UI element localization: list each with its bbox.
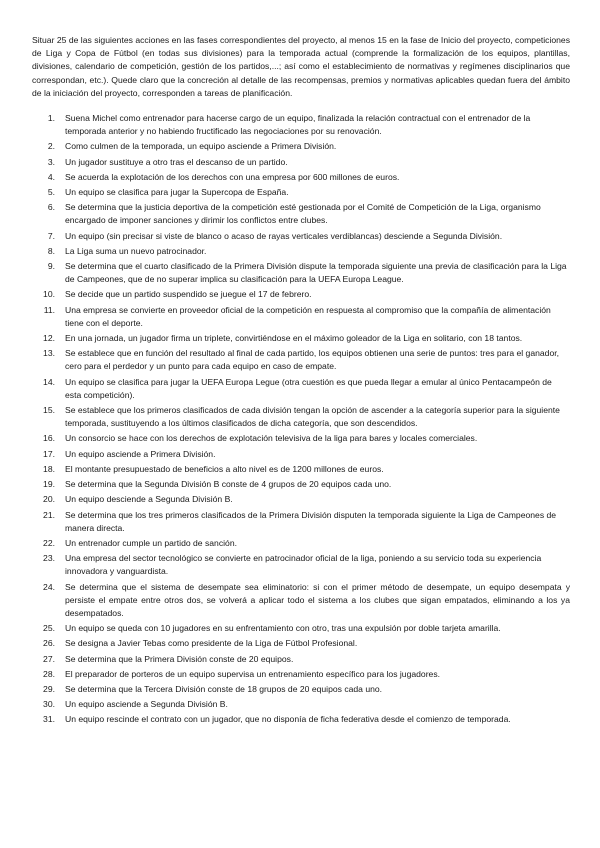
- list-item: [32, 552, 570, 578]
- list-item-number: 18.: [43, 463, 55, 474]
- list-item-text: Se decide que un partido suspendido se juegue el 17 de febrero.: [65, 289, 312, 300]
- list-item-text: Se establece que en función del resultado al final de cada partido, los equipos obtienen una serie de puntos: tres para el ganador, cero para el perdedor y un punto para cada equipo en caso de empate.: [65, 348, 560, 372]
- list-item-number: 15.: [43, 405, 55, 416]
- list-item: [32, 304, 570, 330]
- list-item-text: Se determina que la Primera División conste de 20 equipos.: [65, 653, 294, 664]
- list-item-number: 7.: [47, 230, 55, 241]
- list-item: [32, 140, 570, 153]
- list-item-number: 27.: [43, 653, 55, 664]
- list-item-number: 17.: [43, 448, 55, 459]
- list-item-number: 3.: [47, 156, 55, 167]
- list-item-text: El montante presupuestado de beneficios a alto nivel es de 1200 millones de euros.: [65, 463, 384, 474]
- list-item-text: Un consorcio se hace con los derechos de explotación televisiva de la liga para bares y locales comerciales.: [65, 433, 478, 444]
- list-item-text: Como culmen de la temporada, un equipo asciende a Primera División.: [65, 141, 337, 152]
- list-item-text: Un equipo se clasifica para jugar la UEFA Europa Legue (otra cuestión es que pueda llegar a emular al único Pentacampeón de esta competición).: [65, 376, 552, 400]
- list-item: [32, 683, 570, 696]
- list-item-text: La Liga suma un nuevo patrocinador.: [65, 245, 207, 256]
- list-item: [32, 478, 570, 491]
- list-item: [32, 332, 570, 345]
- list-item-text: Suena Michel como entrenador para hacerse cargo de un equipo, finalizada la relación contractual con el entrenador de la temporada anterior y no habiendo fructificado las negociaciones por su renovación.: [65, 113, 531, 137]
- list-item-text: Se acuerda la explotación de los derechos con una empresa por 600 millones de euros.: [65, 171, 400, 182]
- list-item-number: 31.: [43, 714, 55, 725]
- list-item: [32, 653, 570, 666]
- list-item: [32, 288, 570, 301]
- list-item-text: Un equipo se clasifica para jugar la Supercopa de España.: [65, 187, 289, 198]
- list-item-text: Se determina que la justicia deportiva de la competición esté gestionada por el Comité de Competición de la Liga, organismo encargado de imponer sanciones y dirimir los conflictos entre clubes.: [65, 202, 541, 226]
- list-item-text: Se designa a Javier Tebas como presidente de la Liga de Fútbol Profesional.: [65, 638, 358, 649]
- action-list: [32, 112, 570, 727]
- list-item: [32, 112, 570, 138]
- list-item-text: Un equipo asciende a Segunda División B.: [65, 699, 228, 710]
- list-item: [32, 713, 570, 726]
- list-item-text: Se determina que el cuarto clasificado de la Primera División dispute la temporada siguiente una previa de clasificación para la Liga de Campeones, que de no superar implica su clasificación para la UEFA Europa League.: [65, 261, 567, 285]
- list-item: [32, 463, 570, 476]
- list-item-text: En una jornada, un jugador firma un triplete, convirtiéndose en el máximo goleador de la Liga en solitario, con 18 tantos.: [65, 333, 523, 344]
- list-item-number: 23.: [43, 553, 55, 564]
- list-item-number: 11.: [43, 304, 55, 315]
- list-item: [32, 509, 570, 535]
- list-item: [32, 622, 570, 635]
- list-item: [32, 245, 570, 258]
- list-item-number: 16.: [43, 433, 55, 444]
- list-item-text: Una empresa se convierte en proveedor oficial de la competición en respuesta al compromiso que la compañía de alimentación tiene con el deporte.: [65, 304, 551, 328]
- list-item-number: 6.: [47, 202, 55, 213]
- list-item-number: 29.: [43, 683, 55, 694]
- list-item: [32, 668, 570, 681]
- list-item: [32, 156, 570, 169]
- list-item-text: Se determina que la Segunda División B conste de 4 grupos de 20 equipos cada uno.: [65, 479, 392, 490]
- list-item-text: El preparador de porteros de un equipo supervisa un entrenamiento específico para los jugadores.: [65, 668, 441, 679]
- list-item-number: 20.: [43, 494, 55, 505]
- intro-paragraph: Situar 25 de las siguientes acciones en las fases correspondientes del proyecto, al menos 15 en la fase de Inicio del proyecto, competiciones de Liga y Copa de Fútbol (en todas sus divisiones) para la temporada actual (comprende la formalización de los equipos, plantillas, divisiones, calendario de competición, gestión de los partidos,...; así como el establecimiento de normativas y regímenes disciplinarios que correspondan, etc.). Quede claro que la concreción al detalle de las recompensas, premios y normativas aplicables quedan fuera del ámbito de la iniciación del proyecto, corresponden a tareas de planificación.: [32, 35, 570, 98]
- list-item: [32, 376, 570, 402]
- list-item-number: 5.: [47, 187, 55, 198]
- list-item: [32, 448, 570, 461]
- list-item-text: Un entrenador cumple un partido de sanción.: [65, 537, 237, 548]
- list-item-number: 19.: [43, 479, 55, 490]
- list-item: [32, 186, 570, 199]
- list-item-text: Un equipo rescinde el contrato con un jugador, que no disponía de ficha federativa desde el comienzo de temporada.: [65, 714, 511, 725]
- list-item-text: Se establece que los primeros clasificados de cada división tengan la opción de ascender a la categoría superior para la siguiente temporada, sustituyendo a los últimos clasificados de dicha categoría, que son descendidos.: [65, 405, 560, 429]
- list-item-text: Se determina que la Tercera División conste de 18 grupos de 20 equipos cada uno.: [65, 683, 383, 694]
- list-item: [32, 493, 570, 506]
- list-item: [32, 260, 570, 286]
- list-item-number: 10.: [43, 289, 55, 300]
- list-item-number: 1.: [47, 113, 55, 124]
- list-item: [32, 201, 570, 227]
- list-item: [32, 404, 570, 430]
- list-item-number: 4.: [47, 171, 55, 182]
- list-item-text: Un equipo se queda con 10 jugadores en su enfrentamiento con otro, tras una expulsión por doble tarjeta amarilla.: [65, 623, 501, 634]
- list-item-number: 25.: [43, 623, 55, 634]
- list-item-text: Un equipo asciende a Primera División.: [65, 448, 216, 459]
- list-item-text: Un equipo (sin precisar si viste de blanco o acaso de rayas verticales verdiblancas) desciende a Segunda División.: [65, 230, 503, 241]
- list-item-text: Una empresa del sector tecnológico se convierte en patrocinador oficial de la liga, poniendo a su servicio toda su experiencia innovadora y vanguardista.: [65, 553, 542, 577]
- list-item-number: 2.: [47, 141, 55, 152]
- list-item-text: Un equipo desciende a Segunda División B.: [65, 494, 233, 505]
- list-item-number: 30.: [43, 699, 55, 710]
- list-item-number: 28.: [43, 668, 55, 679]
- list-item-number: 22.: [43, 537, 55, 548]
- list-item-number: 8.: [47, 245, 55, 256]
- list-item: [32, 537, 570, 550]
- list-item: [32, 432, 570, 445]
- list-item: [32, 637, 570, 650]
- list-item-number: 26.: [43, 638, 55, 649]
- list-item-number: 14.: [43, 376, 55, 387]
- list-item: [32, 347, 570, 373]
- list-item-number: 9.: [47, 261, 55, 272]
- list-item: [32, 581, 570, 621]
- list-item-number: 21.: [43, 509, 55, 520]
- list-item-text: Se determina que los tres primeros clasificados de la Primera División disputen la temporada siguiente la Liga de Campeones de manera directa.: [65, 509, 557, 533]
- list-item: [32, 230, 570, 243]
- list-item-number: 13.: [43, 348, 55, 359]
- list-item-number: 12.: [43, 333, 55, 344]
- list-item-text: Un jugador sustituye a otro tras el descanso de un partido.: [65, 156, 288, 167]
- list-item: [32, 171, 570, 184]
- list-item-text: Se determina que el sistema de desempate sea eliminatorio: si con el primer método de desempate, un equipo desempata y persiste el empate entre otros dos, se volverá a aplicar todo el sistema a los clubes que sigan empatados, eliminando a los ya desempatados.: [65, 581, 570, 618]
- list-item: [32, 698, 570, 711]
- list-item-number: 24.: [43, 581, 55, 592]
